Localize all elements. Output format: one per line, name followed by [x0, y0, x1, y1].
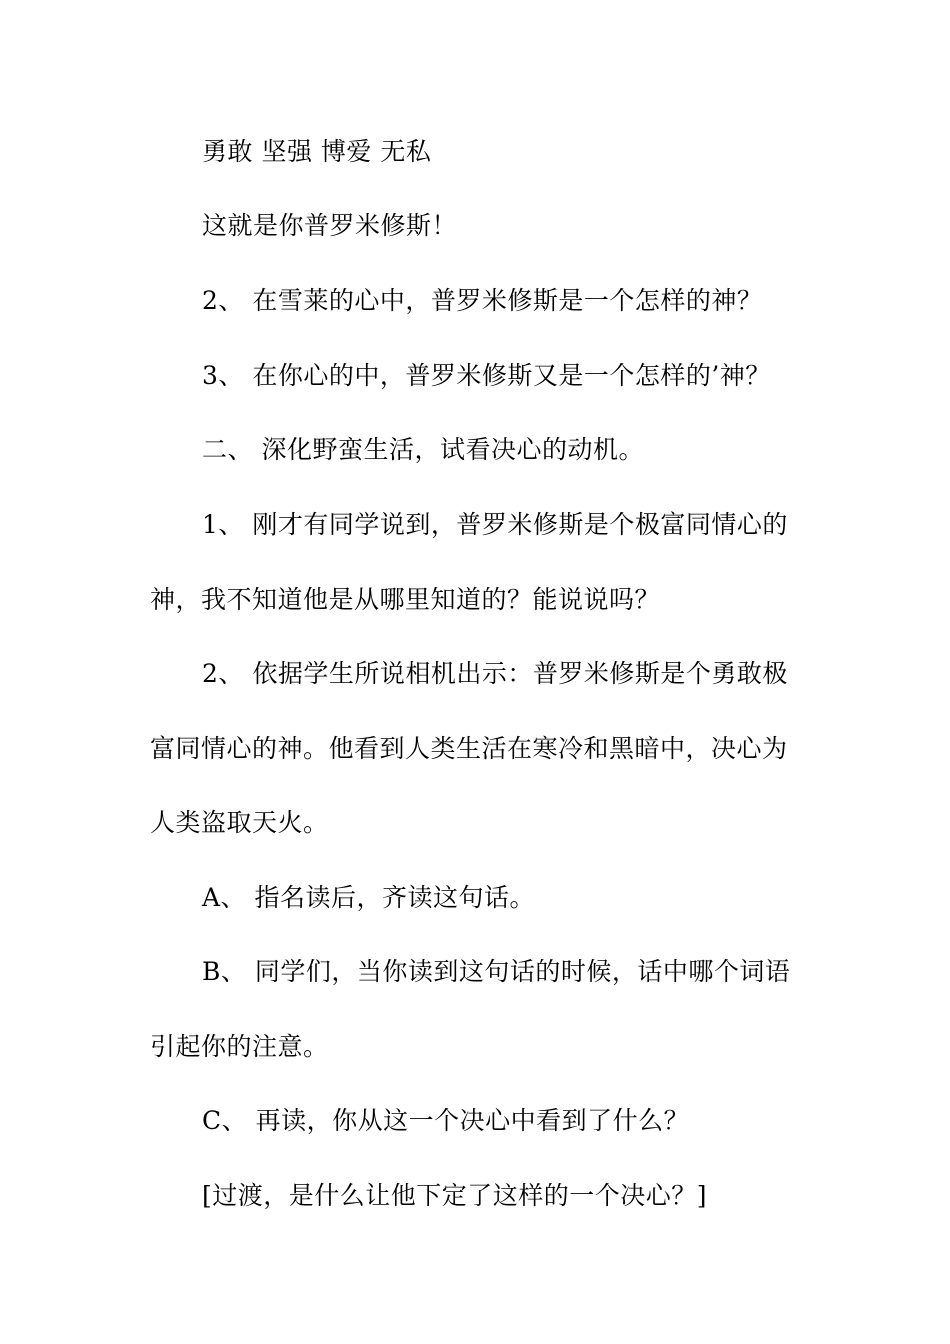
text-line: [过渡，是什么让他下定了这样的一个决心？] [202, 1181, 708, 1210]
text-line: 引起你的注意。 [150, 1032, 329, 1061]
text-line: 这就是你普罗米修斯！ [202, 211, 458, 240]
text-line: 神，我不知道他是从哪里知道的？能说说吗？ [150, 585, 661, 614]
text-line: 勇敢 坚强 博爱 无私 [202, 137, 432, 166]
text-line: 3、 在你心的中，普罗米修斯又是一个怎样的’神？ [202, 361, 771, 390]
text-line: 2、 依据学生所说相机出示：普罗米修斯是个勇敢极 [202, 659, 788, 688]
text-line: 1、 刚才有同学说到，普罗米修斯是个极富同情心的 [202, 510, 788, 539]
text-line: 富同情心的神。他看到人类生活在寒冷和黑暗中，决心为 [150, 734, 788, 763]
text-line: B、 同学们，当你读到这句话的时候，话中哪个词语 [202, 957, 791, 986]
section-heading: 二、 深化野蛮生活，试看决心的动机。 [202, 435, 644, 464]
text-line: A、 指名读后，齐读这句话。 [202, 883, 536, 912]
text-line: 人类盗取天火。 [150, 808, 329, 837]
text-line: 2、 在雪莱的心中，普罗米修斯是一个怎样的神？ [202, 286, 763, 315]
text-line: C、 再读，你从这一个决心中看到了什么？ [202, 1106, 690, 1135]
